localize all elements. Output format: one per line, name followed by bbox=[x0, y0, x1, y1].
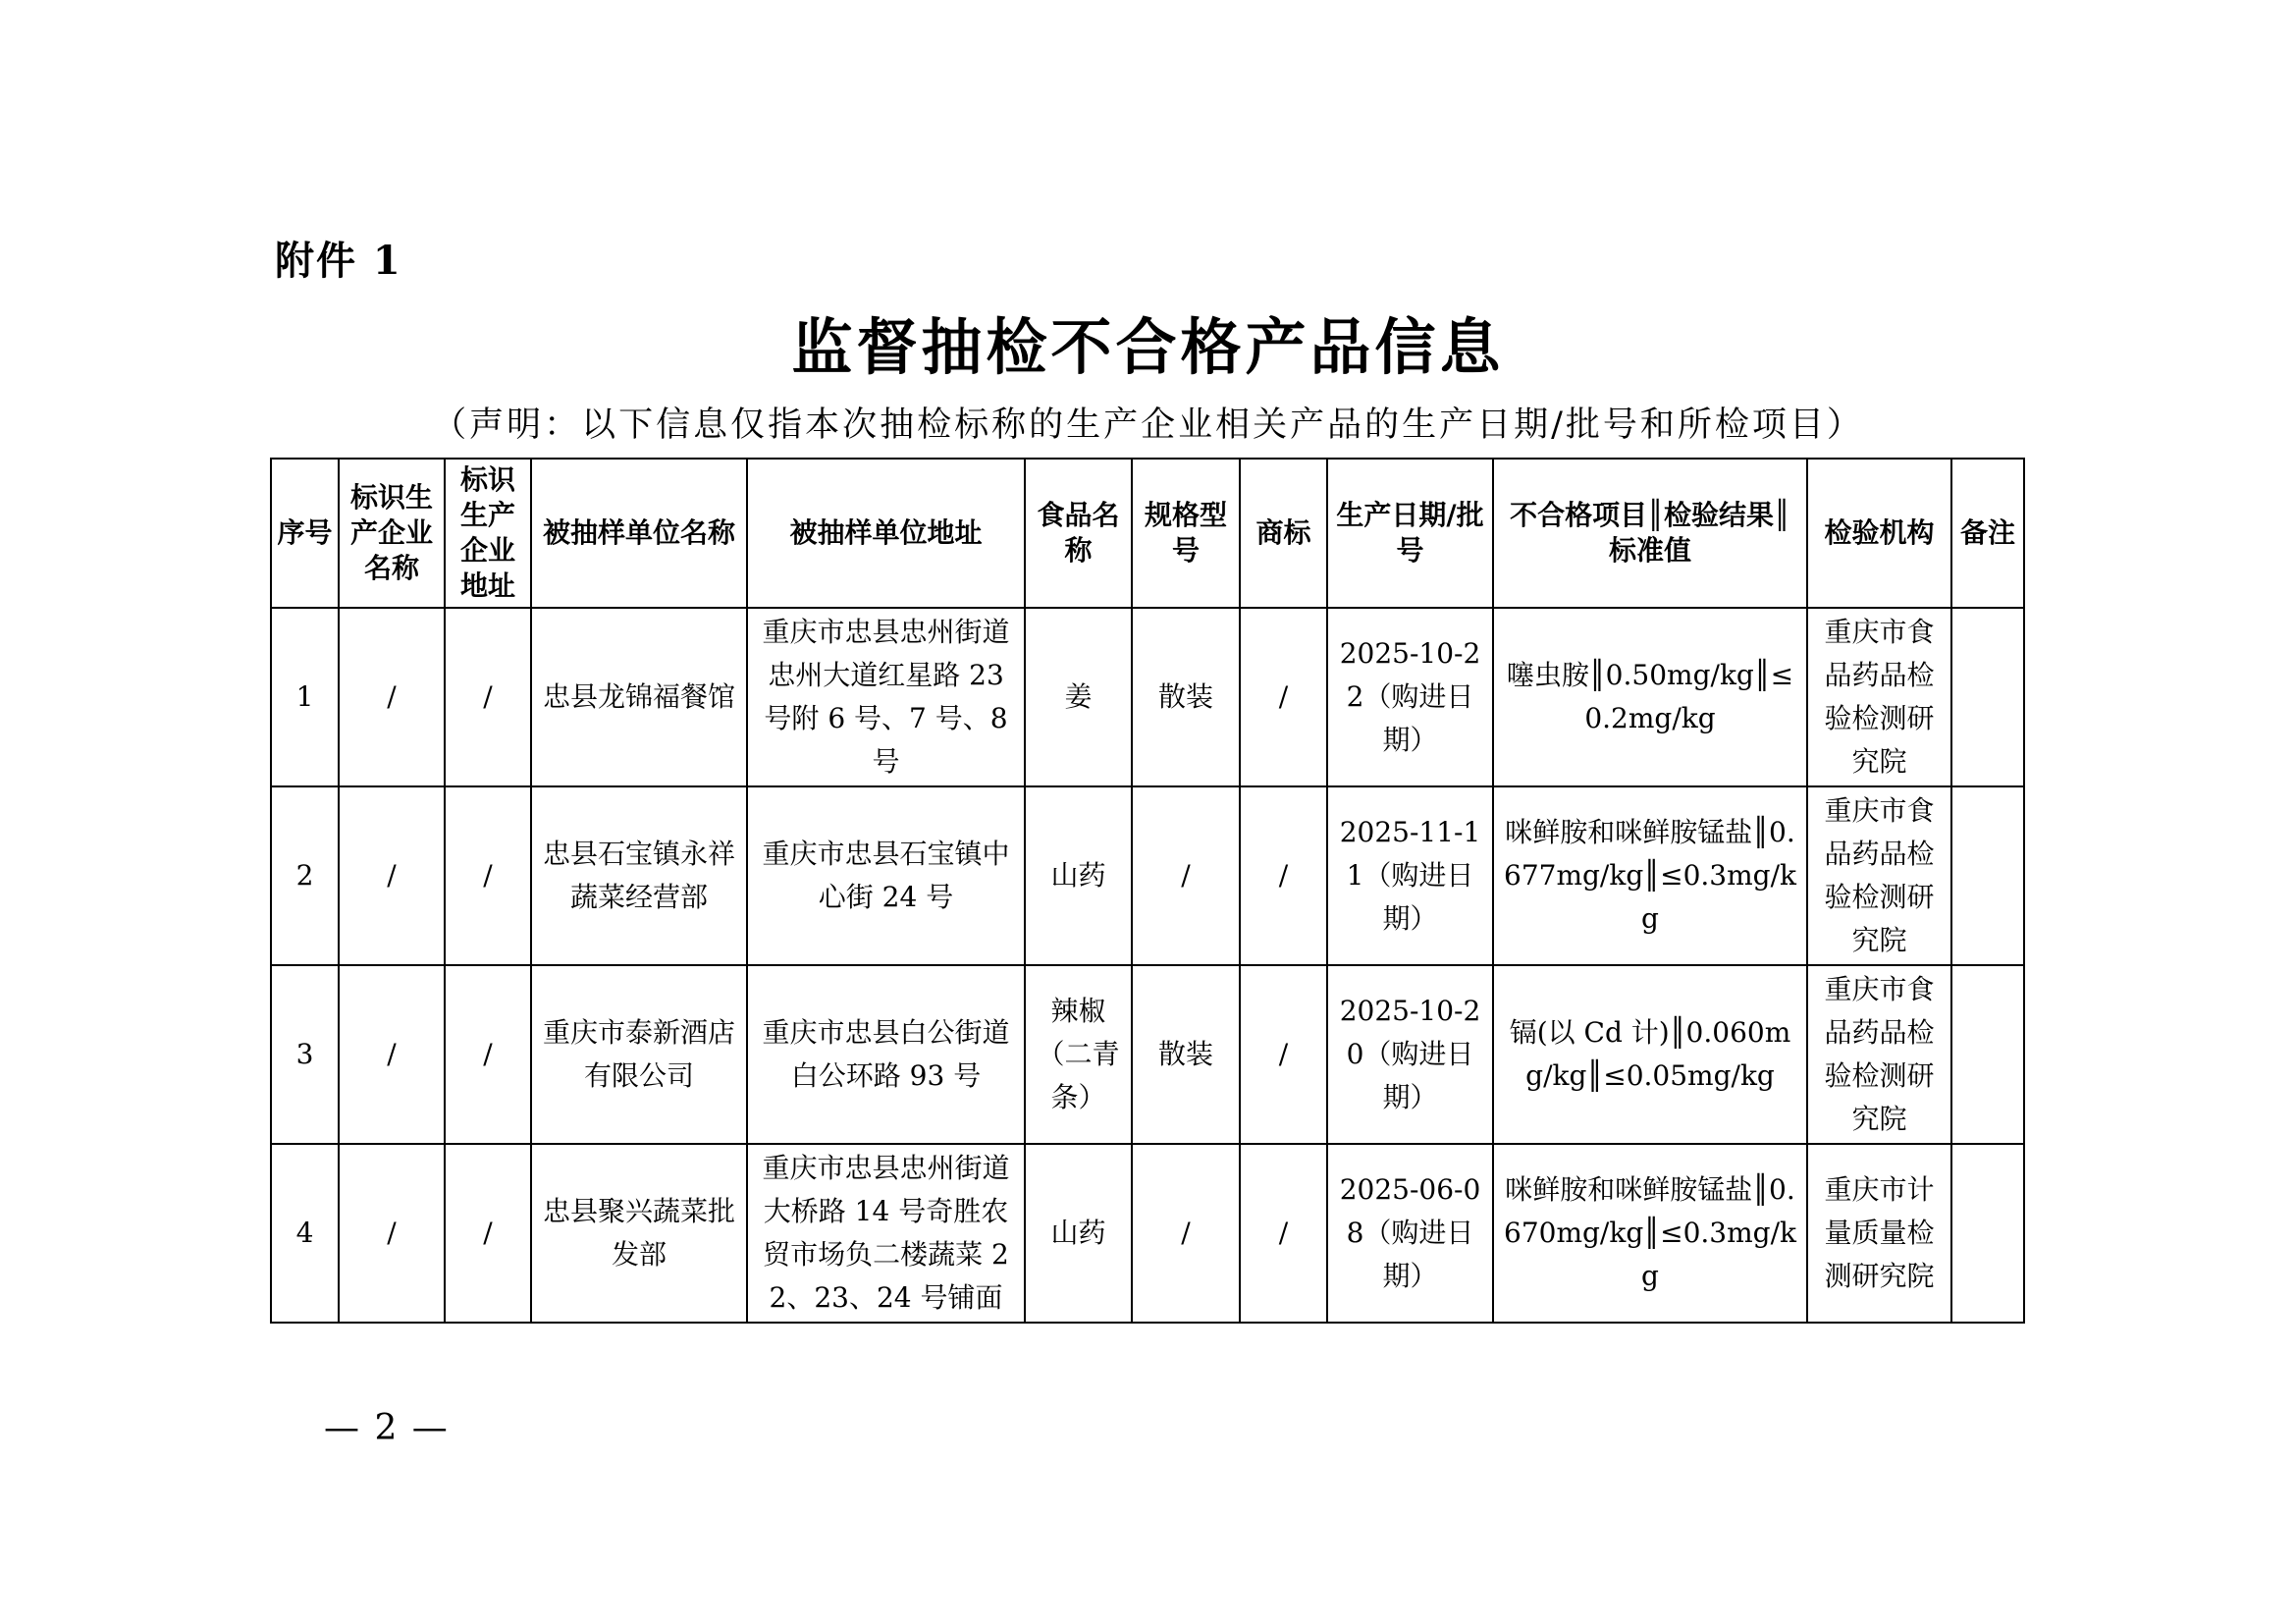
cell-producer-address: / bbox=[445, 608, 531, 786]
header-producer-address: 标识生产企业地址 bbox=[445, 459, 531, 608]
header-food-name: 食品名称 bbox=[1025, 459, 1132, 608]
cell-spec-model: / bbox=[1132, 786, 1240, 965]
cell-production-date: 2025-06-08（购进日期） bbox=[1327, 1144, 1493, 1323]
header-sampled-unit-address: 被抽样单位地址 bbox=[747, 459, 1025, 608]
cell-spec-model: / bbox=[1132, 1144, 1240, 1323]
cell-food-name: 辣椒（二青条） bbox=[1025, 965, 1132, 1144]
cell-producer-name: / bbox=[339, 786, 445, 965]
page-title: 监督抽检不合格产品信息 bbox=[791, 311, 1505, 383]
cell-sampled-unit-address: 重庆市忠县石宝镇中心街 24 号 bbox=[747, 786, 1025, 965]
cell-food-name: 姜 bbox=[1025, 608, 1132, 786]
cell-trademark: / bbox=[1240, 965, 1327, 1144]
cell-remarks bbox=[1951, 608, 2024, 786]
cell-producer-name: / bbox=[339, 965, 445, 1144]
cell-producer-name: / bbox=[339, 1144, 445, 1323]
table-row bbox=[271, 786, 2024, 965]
cell-trademark: / bbox=[1240, 786, 1327, 965]
cell-sampled-unit-name: 忠县石宝镇永祥蔬菜经营部 bbox=[531, 786, 747, 965]
table-row bbox=[271, 1144, 2024, 1323]
table-row bbox=[271, 965, 2024, 1144]
cell-inspection-agency: 重庆市食品药品检验检测研究院 bbox=[1807, 965, 1951, 1144]
cell-sampled-unit-name: 忠县聚兴蔬菜批发部 bbox=[531, 1144, 747, 1323]
cell-food-name: 山药 bbox=[1025, 1144, 1132, 1323]
header-spec-model: 规格型号 bbox=[1132, 459, 1240, 608]
cell-producer-address: / bbox=[445, 965, 531, 1144]
table-header-row bbox=[271, 459, 2024, 608]
cell-producer-address: / bbox=[445, 1144, 531, 1323]
cell-producer-name: / bbox=[339, 608, 445, 786]
cell-trademark: / bbox=[1240, 608, 1327, 786]
header-failed-item: 不合格项目║检验结果║标准值 bbox=[1493, 459, 1807, 608]
failed-products-table bbox=[270, 458, 2025, 1324]
header-seq: 序号 bbox=[271, 459, 339, 608]
cell-sampled-unit-name: 忠县龙锦福餐馆 bbox=[531, 608, 747, 786]
page-number: — 2 — bbox=[324, 1408, 450, 1448]
cell-remarks bbox=[1951, 786, 2024, 965]
header-sampled-unit-name: 被抽样单位名称 bbox=[531, 459, 747, 608]
cell-remarks bbox=[1951, 1144, 2024, 1323]
cell-seq: 3 bbox=[271, 965, 339, 1144]
cell-production-date: 2025-10-22（购进日期） bbox=[1327, 608, 1493, 786]
table-row bbox=[271, 608, 2024, 786]
cell-spec-model: 散装 bbox=[1132, 608, 1240, 786]
cell-failed-item: 镉(以 Cd 计)║0.060mg/kg║≤0.05mg/kg bbox=[1493, 965, 1807, 1144]
header-producer-name: 标识生产企业名称 bbox=[339, 459, 445, 608]
cell-sampled-unit-address: 重庆市忠县忠州街道忠州大道红星路 23 号附 6 号、7 号、8 号 bbox=[747, 608, 1025, 786]
cell-inspection-agency: 重庆市计量质量检测研究院 bbox=[1807, 1144, 1951, 1323]
cell-spec-model: 散装 bbox=[1132, 965, 1240, 1144]
attachment-label: 附件 1 bbox=[275, 238, 402, 284]
header-trademark: 商标 bbox=[1240, 459, 1327, 608]
cell-failed-item: 噻虫胺║0.50mg/kg║≤0.2mg/kg bbox=[1493, 608, 1807, 786]
cell-production-date: 2025-11-11（购进日期） bbox=[1327, 786, 1493, 965]
cell-remarks bbox=[1951, 965, 2024, 1144]
cell-food-name: 山药 bbox=[1025, 786, 1132, 965]
cell-seq: 1 bbox=[271, 608, 339, 786]
cell-trademark: / bbox=[1240, 1144, 1327, 1323]
cell-inspection-agency: 重庆市食品药品检验检测研究院 bbox=[1807, 786, 1951, 965]
cell-inspection-agency: 重庆市食品药品检验检测研究院 bbox=[1807, 608, 1951, 786]
statement: （声明：以下信息仅指本次抽检标称的生产企业相关产品的生产日期/批号和所检项目） bbox=[432, 406, 1864, 445]
cell-producer-address: / bbox=[445, 786, 531, 965]
cell-sampled-unit-address: 重庆市忠县忠州街道大桥路 14 号奇胜农贸市场负二楼蔬菜 22、23、24 号铺面 bbox=[747, 1144, 1025, 1323]
cell-production-date: 2025-10-20（购进日期） bbox=[1327, 965, 1493, 1144]
cell-seq: 4 bbox=[271, 1144, 339, 1323]
header-remarks: 备注 bbox=[1951, 459, 2024, 608]
cell-failed-item: 咪鲜胺和咪鲜胺锰盐║0.677mg/kg║≤0.3mg/kg bbox=[1493, 786, 1807, 965]
cell-failed-item: 咪鲜胺和咪鲜胺锰盐║0.670mg/kg║≤0.3mg/kg bbox=[1493, 1144, 1807, 1323]
cell-sampled-unit-address: 重庆市忠县白公街道白公环路 93 号 bbox=[747, 965, 1025, 1144]
cell-seq: 2 bbox=[271, 786, 339, 965]
cell-sampled-unit-name: 重庆市泰新酒店有限公司 bbox=[531, 965, 747, 1144]
header-production-date: 生产日期/批号 bbox=[1327, 459, 1493, 608]
header-inspection-agency: 检验机构 bbox=[1807, 459, 1951, 608]
